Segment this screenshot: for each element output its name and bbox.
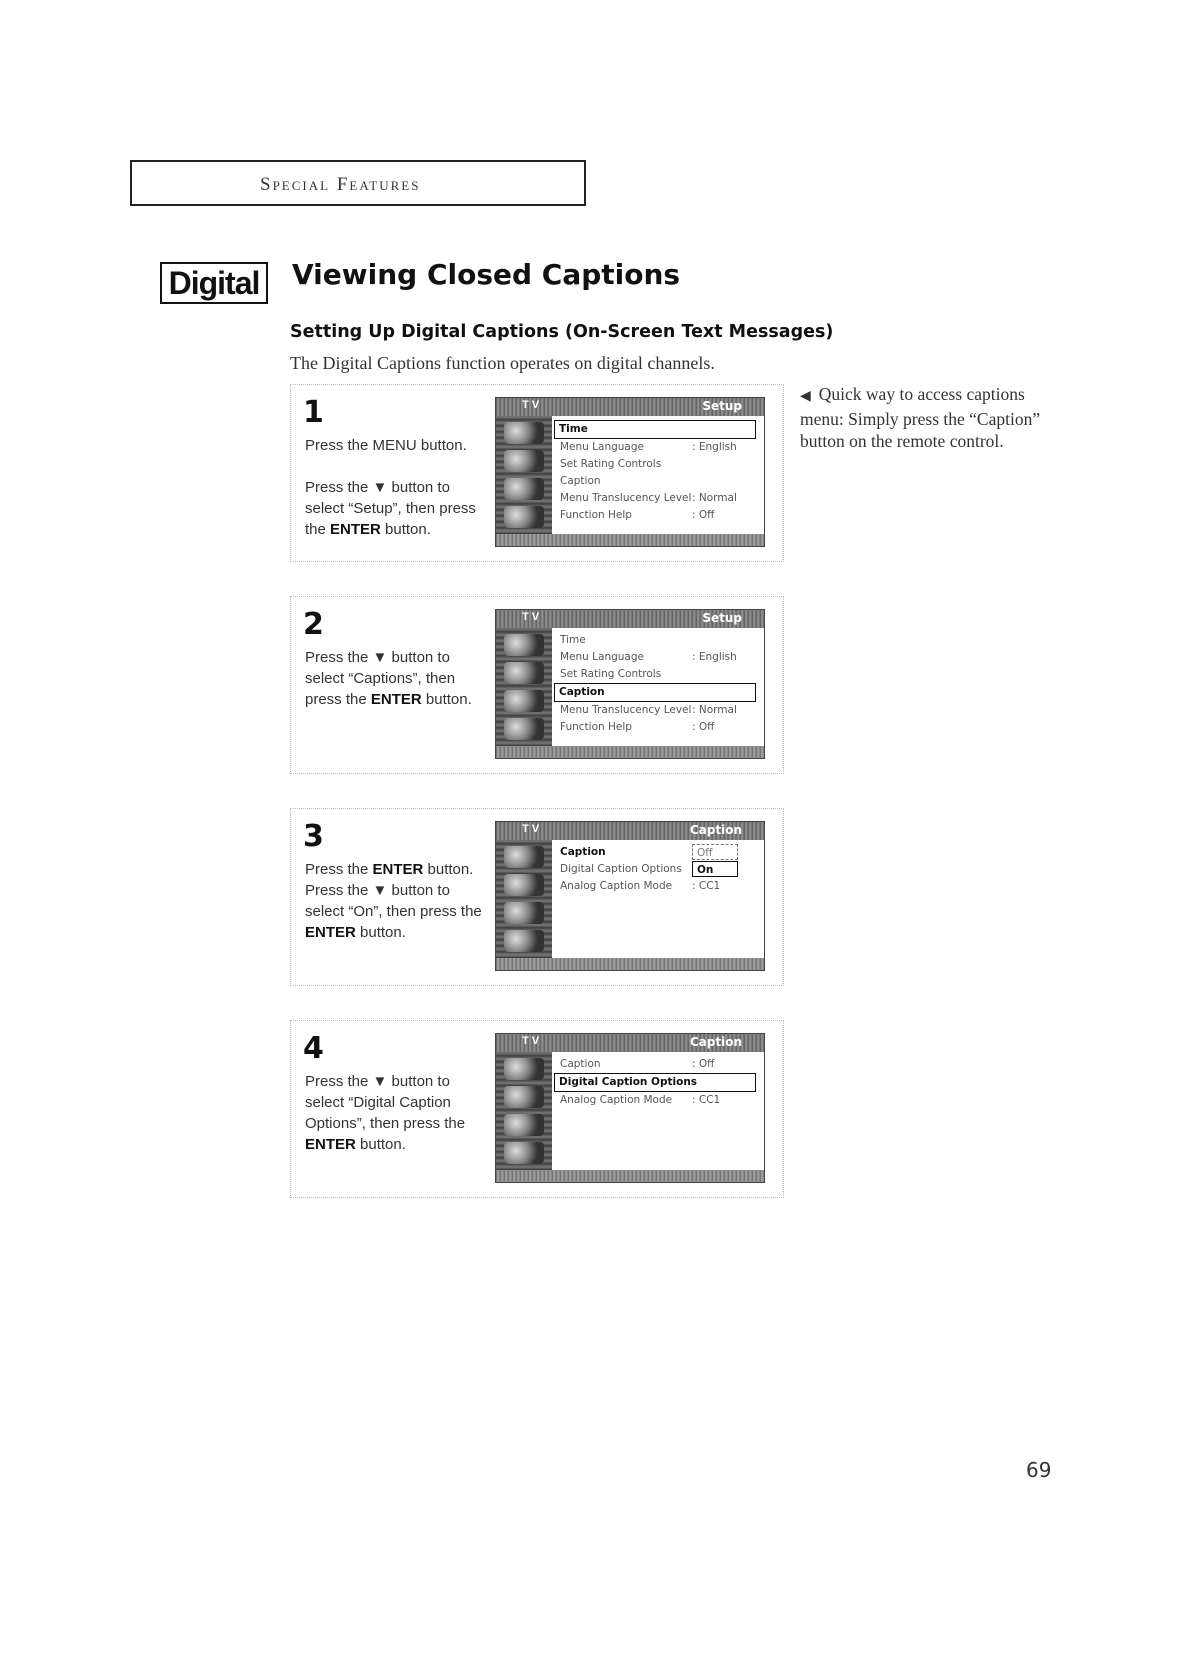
step-instructions: Press the ▼ button to select “Digital Caption Options”, then press the ENTER button. <box>305 1073 466 1153</box>
menu-item-caption[interactable]: Caption <box>554 683 756 702</box>
intro-text: The Digital Captions function operates on digital channels. <box>290 353 715 373</box>
page-title: Viewing Closed Captions <box>292 258 681 291</box>
tv-screen <box>495 609 765 759</box>
tv-title-bar: Caption T V <box>496 822 764 840</box>
tip-note <box>800 383 1070 452</box>
step-3 <box>290 808 784 986</box>
tip-text: Quick way to access captions menu: Simply press the “Caption” button on the remote control. <box>800 384 1041 451</box>
step-2 <box>290 596 784 774</box>
menu-item-function-help[interactable]: Function Help : Off <box>560 721 715 733</box>
subtitle: Setting Up Digital Captions (On-Screen Text Messages) <box>290 322 834 342</box>
tv-title-bar: Setup T V <box>496 610 764 628</box>
tv-title-bar: Caption T V <box>496 1034 764 1052</box>
tv-screen <box>495 397 765 547</box>
menu-item-digital-caption-options[interactable]: Digital Caption Options <box>554 1073 756 1092</box>
menu-item-language[interactable]: Menu Language : English <box>560 651 737 663</box>
menu-item-time[interactable]: Time <box>560 634 586 646</box>
setup-menu <box>560 632 756 736</box>
tv-bottom-bar <box>496 746 764 758</box>
left-arrow-icon: ◀ <box>800 389 811 404</box>
section-title: Special Features <box>260 174 421 195</box>
tv-menu-icons <box>496 840 552 958</box>
menu-item-caption[interactable]: Caption : Off <box>560 1058 715 1070</box>
step-number: 2 <box>303 607 324 642</box>
step-number: 4 <box>303 1031 324 1066</box>
step-number: 1 <box>303 395 324 430</box>
tv-bottom-bar <box>496 534 764 546</box>
option-off[interactable]: Off <box>692 844 738 860</box>
step-instructions: Press the MENU button. Press the ▼ button to select “Setup”, then press the ENTER button. <box>305 437 476 538</box>
tv-bottom-bar <box>496 958 764 970</box>
step-instructions: Press the ENTER button. Press the ▼ button to select “On”, then press the ENTER button. <box>305 861 482 941</box>
menu-item-analog-caption-mode[interactable]: Analog Caption Mode : CC1 <box>560 880 721 892</box>
menu-item-function-help[interactable]: Function Help : Off <box>560 509 715 521</box>
tv-screen <box>495 1033 765 1183</box>
page-number: 69 <box>1026 1458 1052 1482</box>
caption-menu <box>560 1056 756 1109</box>
step-instructions: Press the ▼ button to select “Captions”, then press the ENTER button. <box>305 649 472 708</box>
tv-menu-icons <box>496 1052 552 1170</box>
tv-bottom-bar <box>496 1170 764 1182</box>
digital-badge: Digital <box>160 262 268 304</box>
menu-item-language[interactable]: Menu Language : English <box>560 441 737 453</box>
menu-item-analog-caption-mode[interactable]: Analog Caption Mode : CC1 <box>560 1094 721 1106</box>
step-1 <box>290 384 784 562</box>
menu-item-digital-caption-options[interactable]: Digital Caption Options <box>560 863 682 875</box>
option-on[interactable]: On <box>692 861 738 877</box>
setup-menu <box>560 420 756 524</box>
menu-item-caption[interactable]: Caption <box>560 846 606 858</box>
tv-screen <box>495 821 765 971</box>
tv-menu-icons <box>496 628 552 746</box>
menu-item-rating[interactable]: Set Rating Controls <box>560 668 662 680</box>
tv-menu-icons <box>496 416 552 534</box>
tv-title-bar: Setup T V <box>496 398 764 416</box>
menu-item-caption[interactable]: Caption <box>560 475 601 487</box>
step-4 <box>290 1020 784 1198</box>
menu-item-translucency[interactable]: Menu Translucency Level : Normal <box>560 492 737 504</box>
caption-menu <box>560 844 756 895</box>
section-header-box <box>130 160 586 206</box>
menu-item-translucency[interactable]: Menu Translucency Level : Normal <box>560 704 737 716</box>
step-number: 3 <box>303 819 324 854</box>
menu-item-rating[interactable]: Set Rating Controls <box>560 458 662 470</box>
menu-item-time[interactable]: Time <box>554 420 756 439</box>
